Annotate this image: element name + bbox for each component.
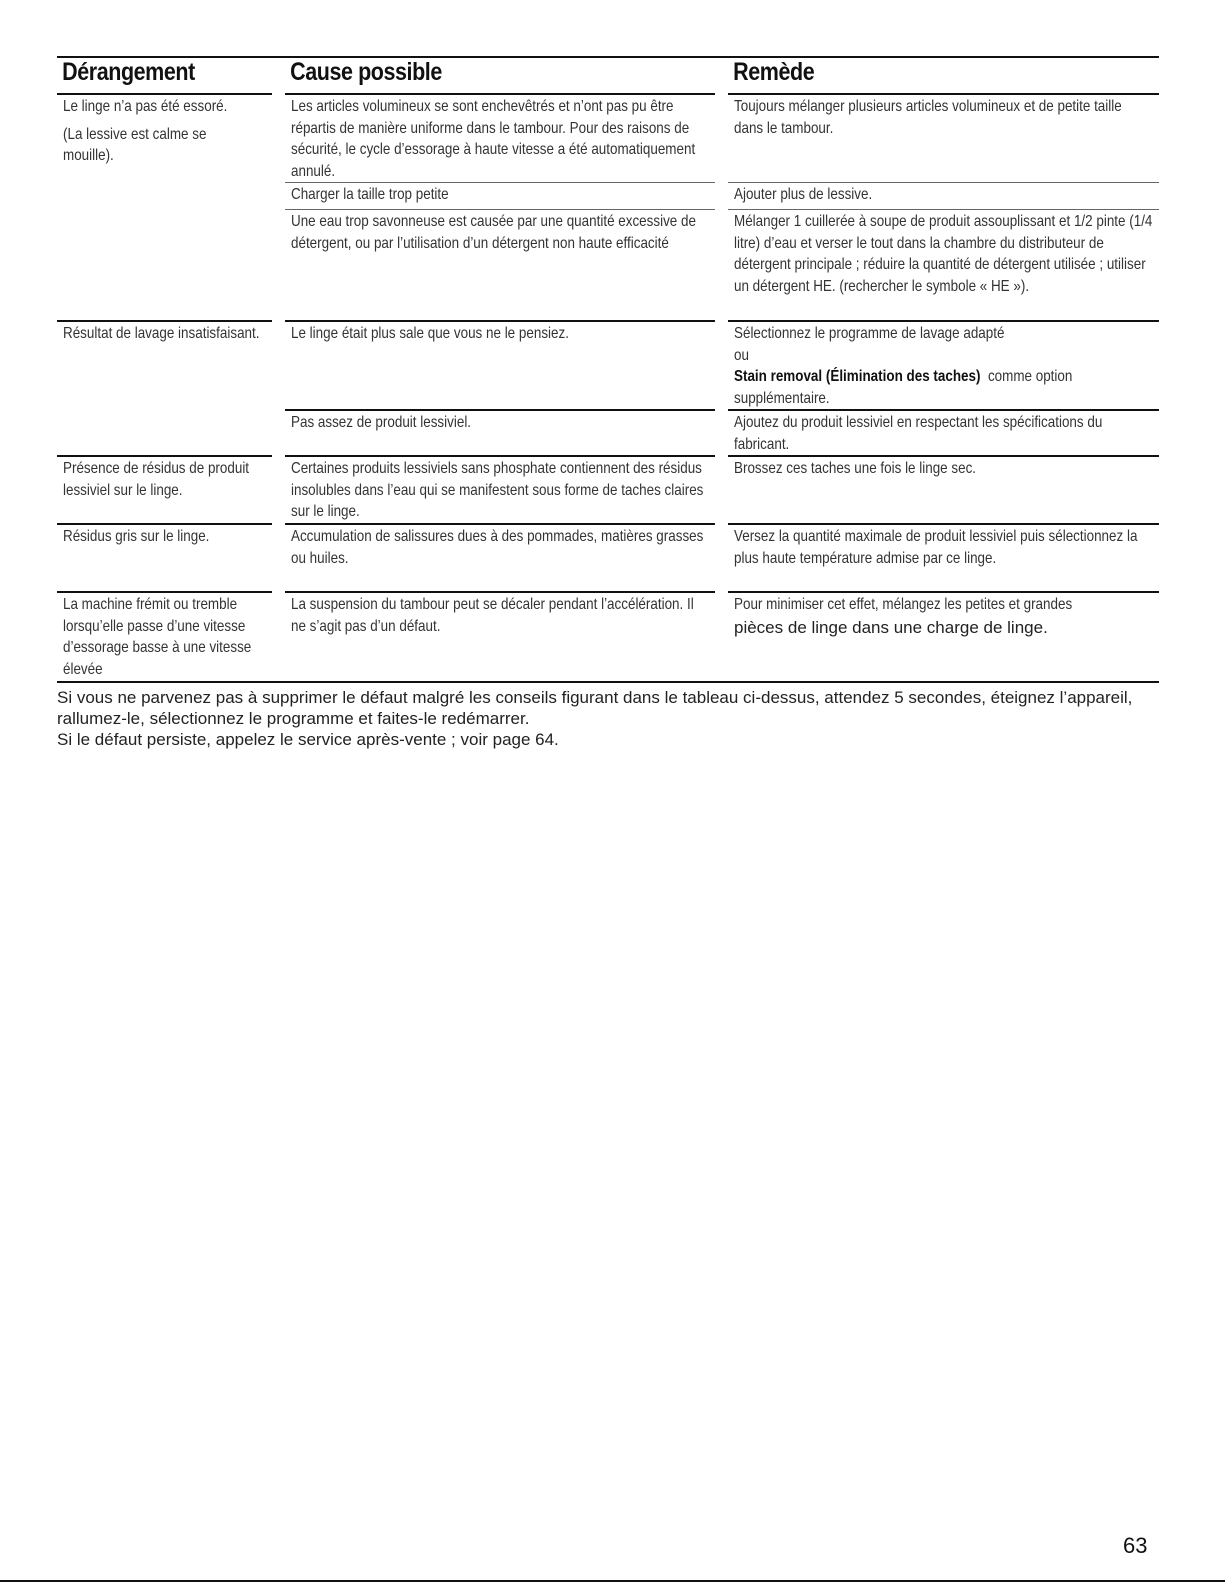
remedy-text: Pour minimiser cet effet, mélangez les petites et grandes	[734, 596, 1073, 613]
cause-cell	[285, 209, 715, 254]
table-row	[57, 209, 1159, 320]
remedy-text: Versez la quantité maximale de produit lessiviel puis sélectionnez la plus haute température admise par ce linge.	[734, 528, 1138, 567]
header-remede: Remède	[733, 58, 815, 86]
problem-text: Le linge n’a pas été essoré.	[63, 98, 228, 115]
cause-text: Une eau trop savonneuse est causée par une quantité excessive de détergent, ou par l’utilisation d’un détergent non haute efficacité	[291, 213, 696, 252]
problem-cell	[57, 455, 272, 501]
remedy-text: Mélanger 1 cuillerée à soupe de produit assouplissant et 1/2 pinte (1/4 litre) d’eau et verser le tout dans la chambre du distributeur de détergent principale ; réduire la quantité de détergent utilisée ; utiliser un détergent HE. (rechercher le symbole « HE »).	[734, 213, 1153, 295]
cause-text: Accumulation de salissures dues à des pommades, matières grasses ou huiles.	[291, 528, 704, 567]
cause-cell	[285, 591, 715, 637]
table-row	[57, 93, 1159, 182]
cause-text: Certaines produits lessiviels sans phosphate contiennent des résidus insolubles dans l’eau qui se manifestent sous forme de taches claires sur le linge.	[291, 460, 704, 521]
page-bottom-rule	[0, 1580, 1225, 1582]
remedy-text: Sélectionnez le programme de lavage adapté	[734, 325, 1005, 342]
remedy-text: Brossez ces taches une fois le linge sec.	[734, 460, 977, 477]
footer-note	[57, 687, 1167, 750]
remedy-text: Ajoutez du produit lessiviel en respectant les spécifications du fabricant.	[734, 414, 1103, 453]
remedy-text-wide: pièces de linge dans une charge de linge.	[734, 617, 1048, 637]
problem-text: Résidus gris sur le linge.	[63, 528, 210, 545]
remedy-cell	[728, 523, 1159, 569]
problem-cell	[57, 320, 272, 345]
cause-cell	[285, 320, 715, 345]
problem-text: Résultat de lavage insatisfaisant.	[63, 325, 260, 342]
table-row	[57, 320, 1159, 409]
troubleshooting-table	[57, 56, 1159, 683]
cause-text: Les articles volumineux se sont enchevêtrés et n’ont pas pu être répartis de manière uniforme dans le tambour. Pour des raisons de sécurité, le cycle d’essorage à haute vitesse a été automatiquement annulé.	[291, 98, 696, 180]
cause-text: Pas assez de produit lessiviel.	[291, 414, 472, 431]
header-derangement: Dérangement	[62, 58, 195, 86]
problem-cell	[57, 591, 272, 680]
problem-cell	[57, 523, 272, 548]
cause-cell	[285, 93, 715, 182]
header-cause: Cause possible	[290, 58, 442, 86]
remedy-option-name: Stain removal (Élimination des taches)	[734, 368, 981, 386]
table-bottom-rule	[57, 681, 1159, 683]
problem-note: (La lessive est calme se mouille).	[63, 125, 207, 165]
cause-text: Le linge était plus sale que vous ne le pensiez.	[291, 325, 569, 342]
cause-cell	[285, 455, 715, 523]
note-line-1: Si vous ne parvenez pas à supprimer le défaut malgré les conseils figurant dans le tableau ci-dessus, attendez 5 secondes, éteignez l’appareil, rallumez-le, sélectionnez le programme et faites-le redémarrer.	[57, 688, 1133, 728]
table-row	[57, 182, 1159, 209]
remedy-cell	[728, 591, 1159, 638]
remedy-text: Toujours mélanger plusieurs articles volumineux et de petite taille dans le tambour.	[734, 98, 1122, 137]
problem-text: La machine frémit ou tremble lorsqu’elle passe d’une vitesse d’essorage basse à une vitesse élevée	[63, 596, 252, 678]
remedy-text: Ajouter plus de lessive.	[734, 186, 873, 203]
remedy-cell	[728, 93, 1159, 139]
remedy-cell	[728, 182, 1159, 206]
remedy-cell	[728, 320, 1159, 409]
table-header	[57, 56, 1159, 93]
remedy-tail: comme option supplémentaire.	[734, 368, 1073, 407]
remedy-cell	[728, 209, 1159, 297]
remedy-cell	[728, 455, 1159, 480]
cause-cell	[285, 409, 715, 434]
cause-cell	[285, 523, 715, 569]
cause-cell	[285, 182, 715, 206]
cause-text: La suspension du tambour peut se décaler pendant l’accélération. Il ne s’agit pas d’un défaut.	[291, 596, 694, 635]
note-line-2: Si le défaut persiste, appelez le service après-vente ; voir page 64.	[57, 730, 559, 749]
problem-text: Présence de résidus de produit lessiviel sur le linge.	[63, 460, 250, 499]
table-row	[57, 409, 1159, 455]
remedy-or: ou	[734, 346, 749, 364]
table-row	[57, 591, 1159, 681]
table-row	[57, 455, 1159, 523]
page-number: 63	[1123, 1533, 1148, 1558]
table-row	[57, 523, 1159, 591]
remedy-cell	[728, 409, 1159, 455]
cause-text: Charger la taille trop petite	[291, 186, 449, 203]
